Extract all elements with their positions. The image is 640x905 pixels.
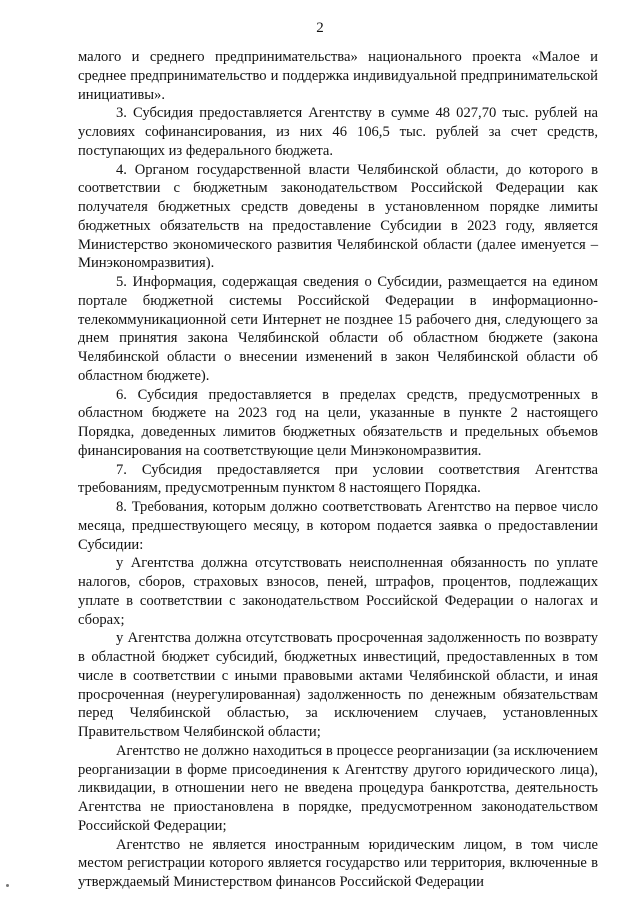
requirement-not-foreign-entity: Агентство не является иностранным юридическим лицом, в том числе местом регистрации которого является государство или территория, включенные в утверждаемый Министерством финансов Российской Федерации <box>78 836 598 890</box>
requirement-no-overdue-debt: у Агентства должна отсутствовать просроченная задолженность по возврату в областной бюджет субсидий, бюджетных инвестиций, предоставленных в том числе в соответствии с иными правовыми актами Челябинской области, и иная просроченная (неурегулированная) задолженность по денежным обязательствам перед Челябинской областью, за исключением случаев, установленных Правительством Челябинской области; <box>78 630 598 740</box>
paragraph-5: 5. Информация, содержащая сведения о Субсидии, размещается на едином портале бюджетной системы Российской Федерации в информационно-телекоммуникационной сети Интернет не позднее 15 рабочего дня, следующего за днем принятия закона Челябинской области об областном бюджете (закона Челябинской области о внесении изменений в закон Челябинской области об областном бюджете). <box>78 274 598 384</box>
paragraph-8: 8. Требования, которым должно соответствовать Агентство на первое число месяца, предшествующего месяцу, в котором подается заявка о предоставлении Субсидии: <box>78 499 598 553</box>
document-body <box>78 48 598 892</box>
paragraph-6: 6. Субсидия предоставляется в пределах средств, предусмотренных в областном бюджете на 2023 год на цели, указанные в пункте 2 настоящего Порядка, доведенных лимитов бюджетных обязательств и предельных объемов финансирования на соответствующие цели Минэкономразвития. <box>78 386 598 459</box>
scan-mark <box>6 884 9 887</box>
requirement-no-tax-debt: у Агентства должна отсутствовать неисполненная обязанность по уплате налогов, сборов, страховых взносов, пеней, штрафов, процентов, подлежащих уплате в соответствии с законодательством Российской Федерации о налогах и сборах; <box>78 555 598 628</box>
paragraph-3: 3. Субсидия предоставляется Агентству в сумме 48 027,70 тыс. рублей на условиях софинансирования, из них 46 106,5 тыс. рублей за счет средств, поступающих из федерального бюджета. <box>78 105 598 159</box>
requirement-no-reorganization: Агентство не должно находиться в процессе реорганизации (за исключением реорганизации в форме присоединения к Агентству другого юридического лица), ликвидации, в отношении него не введена процедура банкротства, деятельность Агентства не приостановлена в порядке, предусмотренном законодательством Российской Федерации; <box>78 742 598 834</box>
paragraph-7: 7. Субсидия предоставляется при условии соответствия Агентства требованиям, предусмотренным пунктом 8 настоящего Порядка. <box>78 461 598 497</box>
paragraph-4: 4. Органом государственной власти Челябинской области, до которого в соответствии с бюджетным законодательством Российской Федерации как получателя бюджетных средств доведены в установленном порядке лимиты бюджетных обязательств на предоставление Субсидии в 2023 году, является Министерство экономического развития Челябинской области (далее именуется – Минэкономразвития). <box>78 161 598 272</box>
page-number: 2 <box>316 20 324 36</box>
paragraph-2-continuation: малого и среднего предпринимательства» национального проекта «Малое и среднее предпринимательство и поддержка индивидуальной предпринимательской инициативы». <box>78 49 598 103</box>
